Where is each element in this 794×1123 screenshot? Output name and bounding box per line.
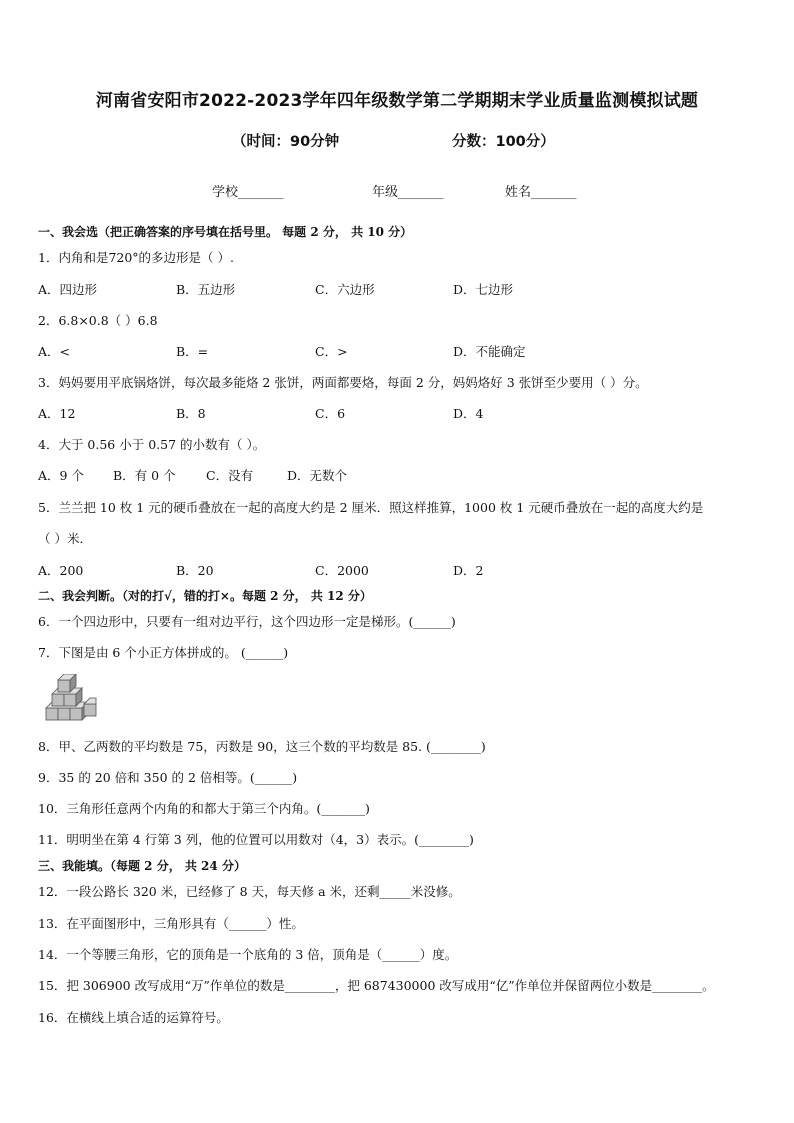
- question-8: 8．甲、乙两数的平均数是 75，丙数是 90，这三个数的平均数是 85. (________): [38, 739, 486, 754]
- question-9: 9．35 的 20 倍和 350 的 2 倍相等。(______): [38, 770, 298, 785]
- exam-title: 河南省安阳市2022-2023学年四年级数学第二学期期末学业质量监测模拟试题: [95, 91, 699, 111]
- question-6: 6．一个四边形中，只要有一组对边平行，这个四边形一定是梯形。(______): [38, 614, 456, 629]
- question-7: 7．下图是由 6 个小正方体拼成的。 (______): [38, 645, 289, 660]
- q5-option-c[interactable]: C．2000: [315, 563, 369, 578]
- grade-field[interactable]: 年级_______: [372, 185, 444, 200]
- question-13: 13．在平面图形中，三角形具有（______）性。: [38, 916, 304, 931]
- q3-option-d[interactable]: D．4: [453, 406, 484, 421]
- q1-option-c[interactable]: C．六边形: [315, 282, 375, 297]
- q4-option-b[interactable]: B．有 0 个: [113, 468, 176, 483]
- q3-option-b[interactable]: B．8: [176, 406, 206, 421]
- q4-option-c[interactable]: C．没有: [206, 468, 254, 483]
- question-5: 5．兰兰把 10 枚 1 元的硬币叠放在一起的高度大约是 2 厘米．照这样推算，1000 枚 1 元硬币叠放在一起的高度大约是: [38, 500, 704, 515]
- question-4: 4．大于 0.56 小于 0.57 的小数有（ ）。: [38, 437, 266, 452]
- question-1: 1．内角和是720°的多边形是（ ）.: [38, 250, 235, 265]
- q1-option-d[interactable]: D．七边形: [453, 282, 514, 297]
- q2-option-a[interactable]: A．<: [38, 344, 71, 359]
- section-2-heading: 二、我会判断。（对的打√，错的打×。每题 2 分， 共 12 分）: [38, 589, 372, 603]
- question-11: 11．明明坐在第 4 行第 3 列，他的位置可以用数对（4，3）表示。(________): [38, 832, 474, 847]
- school-field[interactable]: 学校_______: [212, 185, 284, 200]
- stacked-cubes-figure: [44, 674, 98, 724]
- q5-option-a[interactable]: A．200: [38, 563, 84, 578]
- q1-option-a[interactable]: A．四边形: [38, 282, 98, 297]
- question-2: 2．6.8×0.8（ ）6.8: [38, 313, 158, 328]
- q1-option-b[interactable]: B．五边形: [176, 282, 236, 297]
- q4-option-d[interactable]: D．无数个: [287, 468, 348, 483]
- q3-option-c[interactable]: C．6: [315, 406, 346, 421]
- question-3: 3．妈妈要用平底锅烙饼，每次最多能烙 2 张饼，两面都要烙，每面 2 分，妈妈烙好 3 张饼至少要用（ ）分。: [38, 375, 648, 390]
- question-5-continued: （ ）米．: [38, 531, 92, 546]
- q2-option-b[interactable]: B．=: [176, 344, 209, 359]
- question-16: 16．在横线上填合适的运算符号。: [38, 1010, 229, 1025]
- question-10: 10．三角形任意两个内角的和都大于第三个内角。(_______): [38, 801, 370, 816]
- exam-time: （时间：90分钟: [232, 134, 340, 150]
- q3-option-a[interactable]: A．12: [38, 406, 76, 421]
- q5-option-b[interactable]: B．20: [176, 563, 214, 578]
- question-12: 12．一段公路长 320 米，已经修了 8 天，每天修 a 米，还剩_____米没修。: [38, 884, 461, 899]
- q2-option-d[interactable]: D．不能确定: [453, 344, 526, 359]
- question-14: 14．一个等腰三角形，它的顶角是一个底角的 3 倍，顶角是（______）度。: [38, 947, 458, 962]
- exam-score: 分数：100分）: [452, 134, 555, 150]
- question-15: 15．把 306900 改写成用“万”作单位的数是________，把 687430000 改写成用“亿”作单位并保留两位小数是________。: [38, 978, 715, 993]
- q4-option-a[interactable]: A．9 个: [38, 468, 84, 483]
- name-field[interactable]: 姓名_______: [505, 185, 577, 200]
- q2-option-c[interactable]: C．>: [315, 344, 348, 359]
- q5-option-d[interactable]: D．2: [453, 563, 484, 578]
- section-3-heading: 三、我能填。（每题 2 分， 共 24 分）: [38, 859, 246, 873]
- section-1-heading: 一、我会选（把正确答案的序号填在括号里。 每题 2 分， 共 10 分）: [38, 225, 413, 239]
